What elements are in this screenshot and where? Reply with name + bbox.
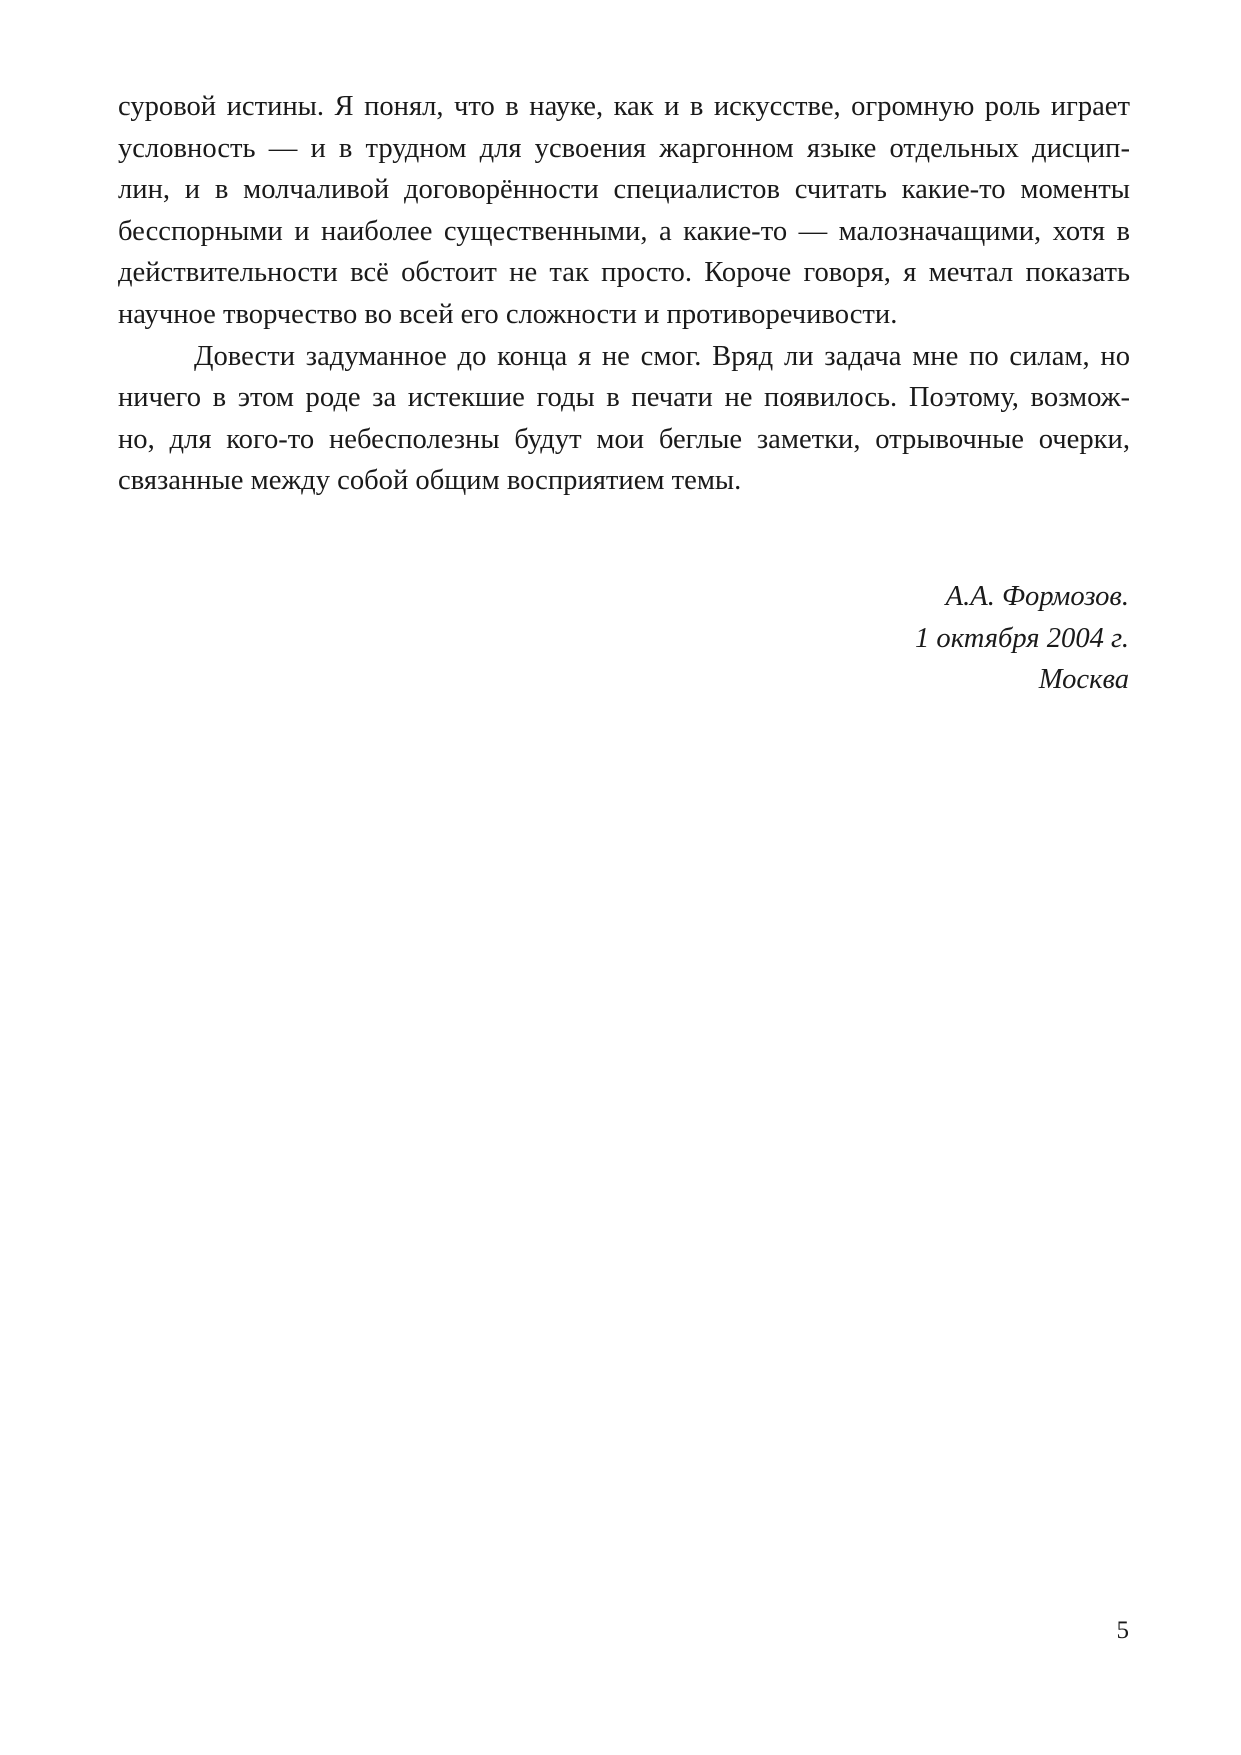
text-line: научное творчество во всей его сложности и противоречивости. (118, 298, 898, 330)
text-line: действительности всё обстоит не так просто. Короче говоря, я мечтал показать (118, 257, 1130, 289)
signature-block (915, 576, 1129, 701)
text-line: суровой истины. Я понял, что в науке, как и в искусстве, огромную роль играет (118, 91, 1130, 122)
signature-date: 1 октября 2004 г. (914, 622, 1129, 654)
paragraph-2 (118, 336, 1130, 502)
text-line: Довести задуманное до конца я не смог. Вряд ли задача мне по силам, но (194, 340, 1130, 372)
signature-author: А.А. Формозов. (945, 581, 1129, 612)
text-line: ничего в этом роде за истекшие годы в печати не появилось. Поэтому, возмож- (118, 382, 1130, 414)
signature-place: Москва (1038, 664, 1129, 696)
text-line: но, для кого-то небесполезны будут мои беглые заметки, отрывочные очерки, (118, 423, 1130, 455)
page-number: 5 (1116, 1617, 1129, 1644)
text-line: лин, и в молчаливой договорённости специалистов считать какие-то моменты (118, 174, 1130, 206)
text-line: условность — и в трудном для усвоения жаргонном языке отдельных дисцип- (118, 132, 1130, 164)
paragraph-1 (118, 86, 1130, 336)
text-line: бесспорными и наиболее существенными, а какие-то — малозначащими, хотя в (118, 215, 1130, 247)
text-line: связанные между собой общим восприятием темы. (118, 465, 742, 497)
body-text (118, 86, 1130, 502)
